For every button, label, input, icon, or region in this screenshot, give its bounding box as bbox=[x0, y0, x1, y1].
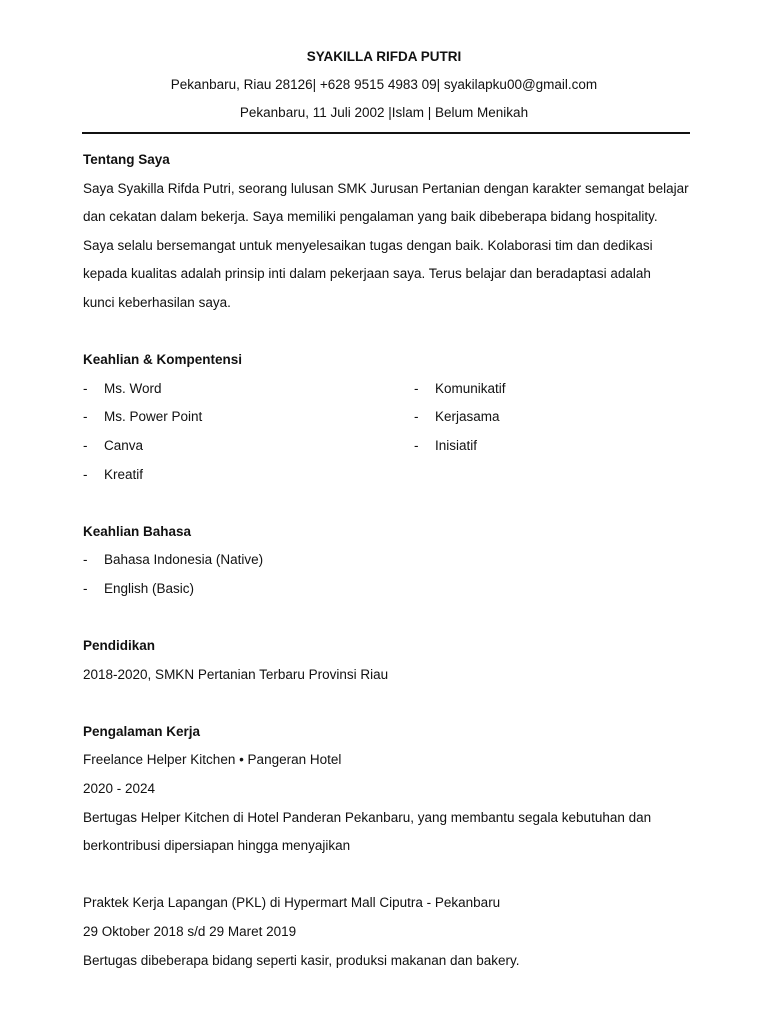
about-line: Saya selalu bersemangat untuk menyelesaikan tugas dengan baik. Kolaborasi tim dan dedikasi bbox=[83, 237, 653, 253]
skill-label: Komunikatif bbox=[435, 380, 506, 396]
skill-item bbox=[414, 436, 714, 465]
full-name: SYAKILLA RIFDA PUTRI bbox=[306, 49, 462, 64]
cv-body bbox=[83, 150, 693, 979]
bullet-dash: - bbox=[83, 437, 88, 453]
bullet-dash: - bbox=[414, 380, 419, 396]
language-label: Bahasa Indonesia (Native) bbox=[104, 552, 264, 568]
bullet-dash: - bbox=[414, 437, 419, 453]
skill-item bbox=[83, 407, 383, 436]
cv-header bbox=[0, 0, 768, 122]
job-description: berkontribusi dipersiapan hingga menyajikan bbox=[83, 838, 351, 854]
skill-item bbox=[414, 407, 714, 436]
about-line: kunci keberhasilan saya. bbox=[83, 294, 231, 310]
spacer bbox=[83, 322, 693, 351]
section-heading-skills: Keahlian & Kompentensi bbox=[83, 352, 243, 368]
skill-label: Canva bbox=[104, 437, 144, 453]
skills-left-column bbox=[83, 379, 383, 493]
skill-label: Inisiatif bbox=[435, 437, 478, 453]
spacer bbox=[83, 693, 693, 722]
about-line: Saya Syakilla Rifda Putri, seorang lulusan SMK Jurusan Pertanian dengan karakter semangat belajar bbox=[83, 180, 689, 196]
section-heading-about: Tentang Saya bbox=[83, 152, 170, 167]
skills-columns bbox=[83, 379, 693, 493]
spacer bbox=[83, 865, 693, 894]
bullet-dash: - bbox=[83, 466, 88, 482]
bullet-dash: - bbox=[83, 409, 88, 425]
contact-line: Pekanbaru, Riau 28126| +628 9515 4983 09| syakilapku00@gmail.com bbox=[170, 77, 598, 92]
skill-item bbox=[83, 465, 383, 494]
job-title: Freelance Helper Kitchen • Pangeran Hotel bbox=[83, 752, 342, 768]
job-period: 2020 - 2024 bbox=[83, 781, 156, 797]
language-item bbox=[83, 579, 693, 608]
section-heading-education: Pendidikan bbox=[83, 638, 156, 654]
bullet-dash: - bbox=[83, 552, 88, 568]
personal-line: Pekanbaru, 11 Juli 2002 |Islam | Belum Menikah bbox=[239, 105, 529, 120]
section-heading-languages: Keahlian Bahasa bbox=[83, 523, 192, 539]
skill-item bbox=[83, 379, 383, 408]
bullet-dash: - bbox=[83, 380, 88, 396]
skill-label: Ms. Word bbox=[104, 380, 162, 396]
job-description: Bertugas dibeberapa bidang seperti kasir, produksi makanan dan bakery. bbox=[83, 952, 520, 968]
spacer bbox=[83, 493, 693, 522]
skill-label: Kreatif bbox=[104, 466, 144, 482]
job-title: Praktek Kerja Lapangan (PKL) di Hypermart Mall Ciputra - Pekanbaru bbox=[83, 895, 501, 911]
skill-label: Kerjasama bbox=[435, 409, 500, 425]
education-line: 2018-2020, SMKN Pertanian Terbaru Provinsi Riau bbox=[83, 666, 389, 682]
skill-item bbox=[414, 379, 714, 408]
skills-right-column bbox=[414, 379, 714, 465]
spacer bbox=[83, 608, 693, 637]
bullet-dash: - bbox=[83, 580, 88, 596]
bullet-dash: - bbox=[414, 409, 419, 425]
about-line: dan cekatan dalam bekerja. Saya memiliki pengalaman yang baik dibeberapa bidang hospitality. bbox=[83, 209, 658, 225]
section-heading-experience: Pengalaman Kerja bbox=[83, 723, 201, 739]
skill-item bbox=[83, 436, 383, 465]
job-description: Bertugas Helper Kitchen di Hotel Panderan Pekanbaru, yang membantu segala kebutuhan dan bbox=[83, 809, 652, 825]
about-line: kepada kualitas adalah prinsip inti dalam pekerjaan saya. Terus belajar dan beradaptasi adalah bbox=[83, 266, 651, 282]
language-item bbox=[83, 550, 693, 579]
header-divider bbox=[82, 132, 690, 134]
skill-label: Ms. Power Point bbox=[104, 409, 203, 425]
job-period: 29 Oktober 2018 s/d 29 Maret 2019 bbox=[83, 924, 297, 940]
language-label: English (Basic) bbox=[104, 580, 195, 596]
